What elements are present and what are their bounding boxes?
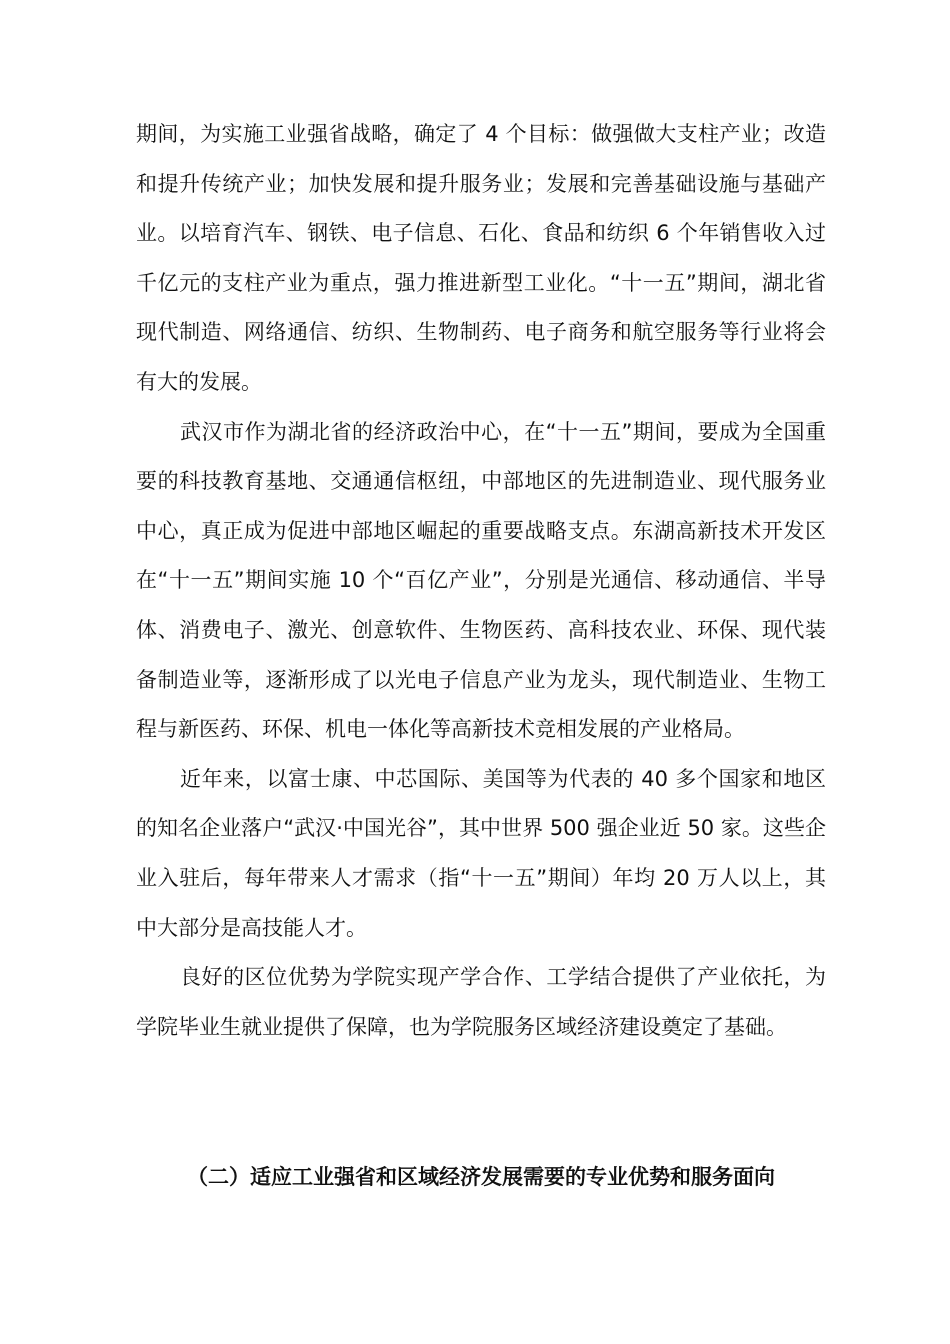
paragraph-location-advantage: 良好的区位优势为学院实现产学合作、工学结合提供了产业依托，为学院毕业生就业提供了保障，也为学院服务区域经济建设奠定了基础。 — [136, 965, 826, 1039]
section-heading: （二）适应工业强省和区域经济发展需要的专业优势和服务面向 — [187, 1165, 775, 1189]
paragraph-wuhan: 武汉市作为湖北省的经济政治中心，在“十一五”期间，要成为全国重要的科技教育基地、交通通信枢纽，中部地区的先进制造业、现代服务业中心，真正成为促进中部地区崛起的重要战略支点。东湖高新技术开发区在“十一五”期间实施 10 个“百亿产业”，分别是光通信、移动通信、半导体、消费电子、激光、创意软件、生物医药、高科技农业、环保、现代装备制造业等，逐渐形成了以光电子信息产业为龙头，现代制造业、生物工程与新医药、环保、机电一体化等高新技术竞相发展的产业格局。 — [136, 419, 826, 742]
paragraph-continuation: 期间，为实施工业强省战略，确定了 4 个目标：做强做大支柱产业；改造和提升传统产业；加快发展和提升服务业；发展和完善基础设施与基础产业。以培育汽车、钢铁、电子信息、石化、食品和纺织 6 个年销售收入过千亿元的支柱产业为重点，强力推进新型工业化。“十一五”期间，湖北省现代制造、网络通信、纺织、生物制药、电子商务和航空服务等行业将会有大的发展。 — [136, 122, 826, 394]
paragraph-recent-years: 近年来，以富士康、中芯国际、美国等为代表的 40 多个国家和地区的知名企业落户“武汉·中国光谷”，其中世界 500 强企业近 50 家。这些企业入驻后，每年带来人才需求（指“十一五”期间）年均 20 万人以上，其中大部分是高技能人才。 — [136, 766, 826, 940]
body-text — [136, 110, 826, 1052]
